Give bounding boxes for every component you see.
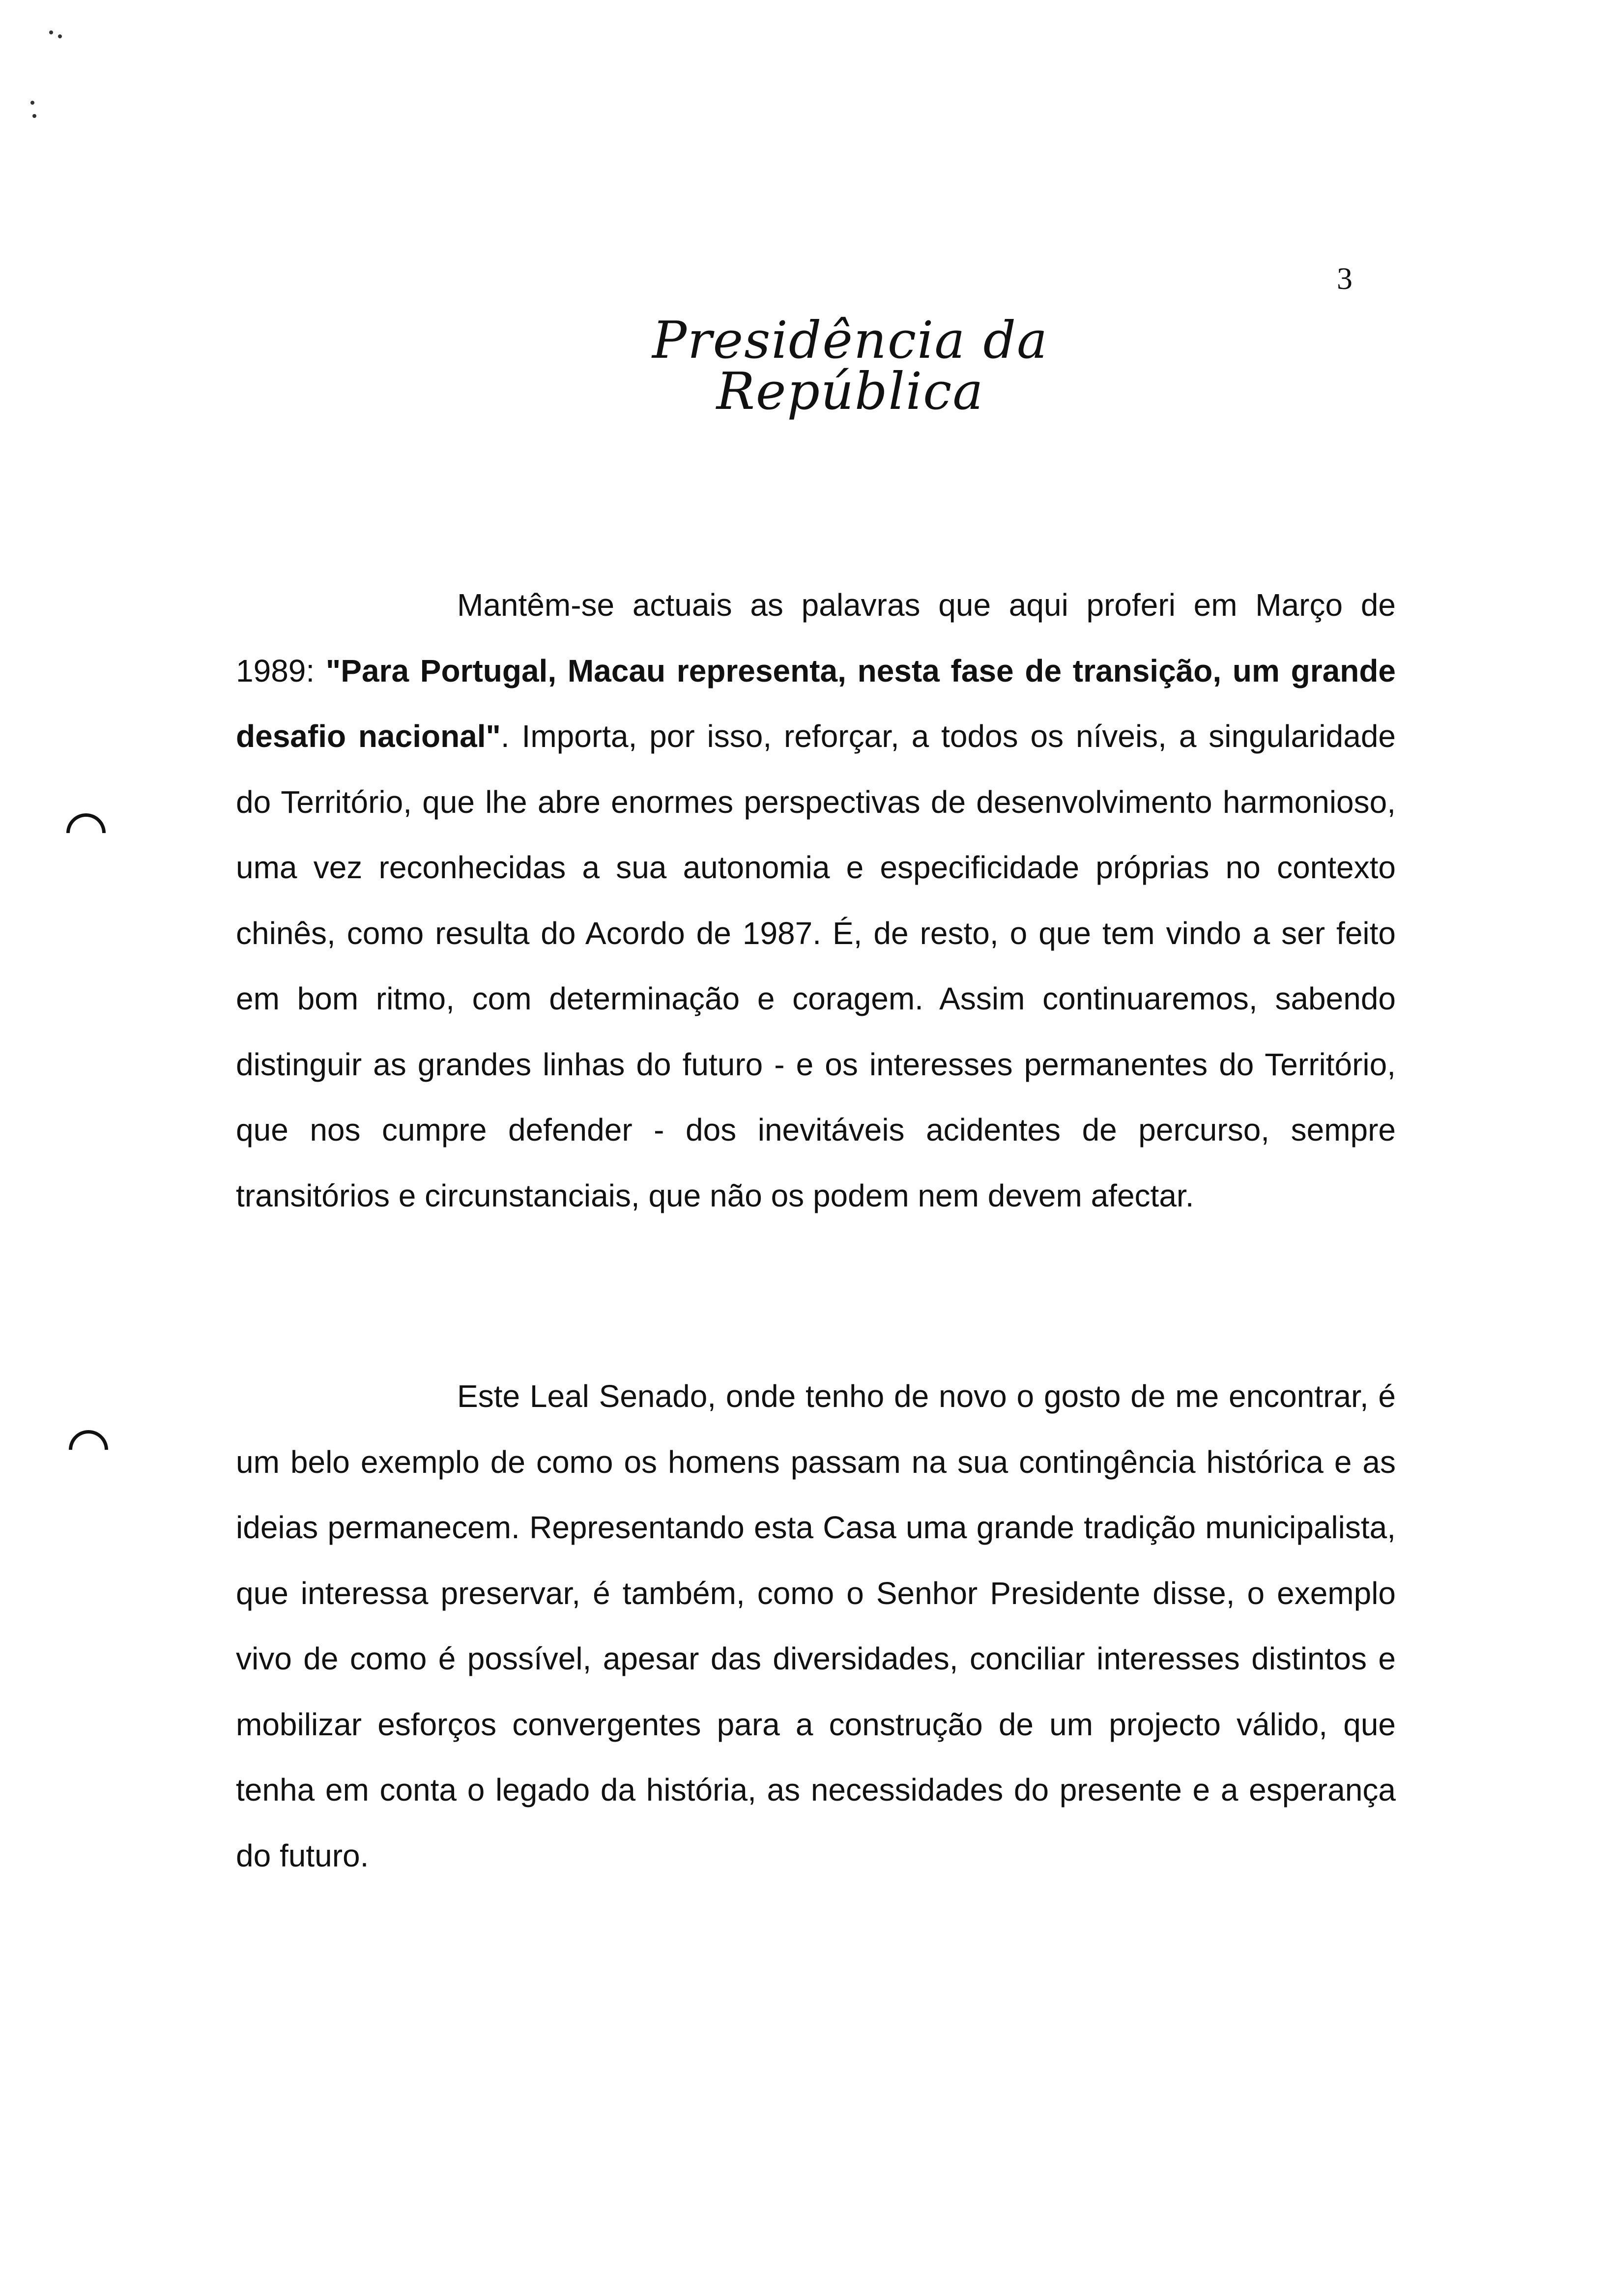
letterhead-title: Presidência da República — [652, 310, 1049, 421]
paragraph-2: Este Leal Senado, onde tenho de novo o gosto de me encontrar, é um belo exemplo de como os homens passam na sua contingência histórica e as ideias permanecem. Representando esta Casa uma grande tradição municipalista, que interessa preservar, é também, como o Senhor Presidente disse, o exemplo vivo de como é possível, apesar das diversidades, conciliar interesses distintos e mobilizar esforços convergentes para a construção de um projecto válido, que tenha em conta o legado da história, as necessidades do presente e a esperança do futuro. — [236, 1378, 1396, 1873]
margin-hole-mark — [60, 1422, 116, 1477]
scan-speck — [32, 114, 36, 118]
margin-hole-mark — [58, 805, 114, 861]
paragraph-1-body: . Importa, por isso, reforçar, a todos os níveis, a singularidade do Território, que lhe abre enormes perspectivas de desenvolvimento harmonioso, uma vez reconhecidas a sua autonomia e especificidade próprias no contexto chinês, como resulta do Acordo de 1987. É, de resto, o que tem vindo a ser feito em bom ritmo, com determinação e coragem. Assim continuaremos, sabendo distinguir as grandes linhas do futuro - e os interesses permanentes do Território, que nos cumpre defender - dos inevitáveis acidentes de percurso, sempre transitórios e circunstanciais, que não os podem nem devem afectar. — [236, 718, 1396, 1213]
scan-speck — [49, 30, 53, 34]
page-number: 3 — [1337, 261, 1353, 296]
paragraph-1-quote: "Para Portugal, Macau representa, nesta fase de transição, um grande desafio nacional" — [236, 653, 1396, 754]
paragraph-1 — [236, 573, 1396, 1229]
scan-speck — [58, 34, 62, 38]
paragraph-1-intro: Mantêm-se actuais as palavras que aqui proferi em Março de 1989: — [236, 587, 1396, 689]
scan-speck — [30, 101, 34, 105]
